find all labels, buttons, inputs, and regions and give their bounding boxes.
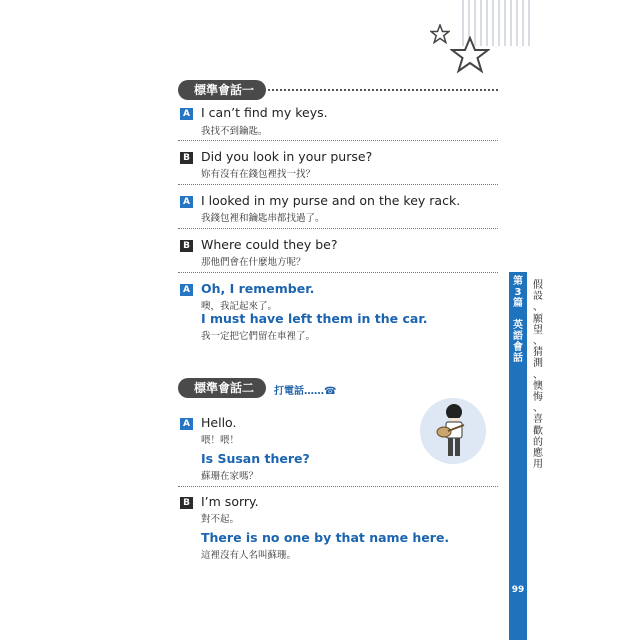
- key-phrase-english: I must have left them in the car.: [201, 311, 428, 326]
- key-phrase-english: Oh, I remember.: [201, 281, 315, 296]
- large-star-icon: [450, 36, 490, 74]
- line-divider: [178, 486, 498, 487]
- key-phrase-english: There is no one by that name here.: [201, 530, 450, 545]
- avatar: [420, 398, 486, 464]
- chapter-tab-label: 第 3 篇 英 語 會 話: [513, 276, 523, 364]
- section-title: 標準會話二: [178, 378, 266, 398]
- section-title: 標準會話一: [178, 80, 266, 100]
- small-star-icon: [430, 24, 450, 44]
- speaker-badge-b: B: [180, 240, 193, 252]
- key-phrase-english: Is Susan there?: [201, 451, 310, 466]
- dialogue-chinese: 我找不到鑰匙。: [201, 126, 268, 137]
- dialogue-english: Did you look in your purse?: [201, 149, 373, 164]
- dialogue-english: I can’t find my keys.: [201, 105, 328, 120]
- chapter-description: 假 設 、 願 望 、 猜 測 、 懊 悔 、 喜 歡 的 應 用: [533, 280, 543, 471]
- dialogue-english: Hello.: [201, 415, 237, 430]
- dialogue-chinese: 我一定把它們留在車裡了。: [201, 331, 316, 342]
- dialogue-chinese: 妳有沒有在錢包裡找一找？: [201, 169, 316, 180]
- dialogue-chinese: 這裡沒有人名叫蘇珊。: [201, 550, 297, 561]
- speaker-badge-b: B: [180, 497, 193, 509]
- speaker-badge-a: A: [180, 284, 193, 296]
- dialogue-chinese: 喂！喂！: [201, 435, 240, 446]
- dialogue-chinese: 對不起。: [201, 514, 240, 525]
- line-divider: [178, 228, 498, 229]
- dialogue-english: I looked in my purse and on the key rack.: [201, 193, 461, 208]
- line-divider: [178, 184, 498, 185]
- dialogue-chinese: 蘇珊在家嗎？: [201, 471, 259, 482]
- section-divider: [268, 89, 498, 91]
- speaker-badge-a: A: [180, 418, 193, 430]
- dialogue-chinese: 噢，我記起來了。: [201, 301, 278, 312]
- boy-with-guitar-icon: [420, 398, 486, 464]
- dialogue-english: Where could they be?: [201, 237, 338, 252]
- page-number: 99: [511, 585, 525, 595]
- dialogue-english: I’m sorry.: [201, 494, 259, 509]
- dialogue-chinese: 我錢包裡和鑰匙串都找過了。: [201, 213, 325, 224]
- line-divider: [178, 272, 498, 273]
- speaker-badge-a: A: [180, 196, 193, 208]
- speaker-badge-a: A: [180, 108, 193, 120]
- section-note: 打電話……☎: [274, 386, 337, 397]
- line-divider: [178, 140, 498, 141]
- dialogue-chinese: 那他們會在什麼地方呢？: [201, 257, 306, 268]
- speaker-badge-b: B: [180, 152, 193, 164]
